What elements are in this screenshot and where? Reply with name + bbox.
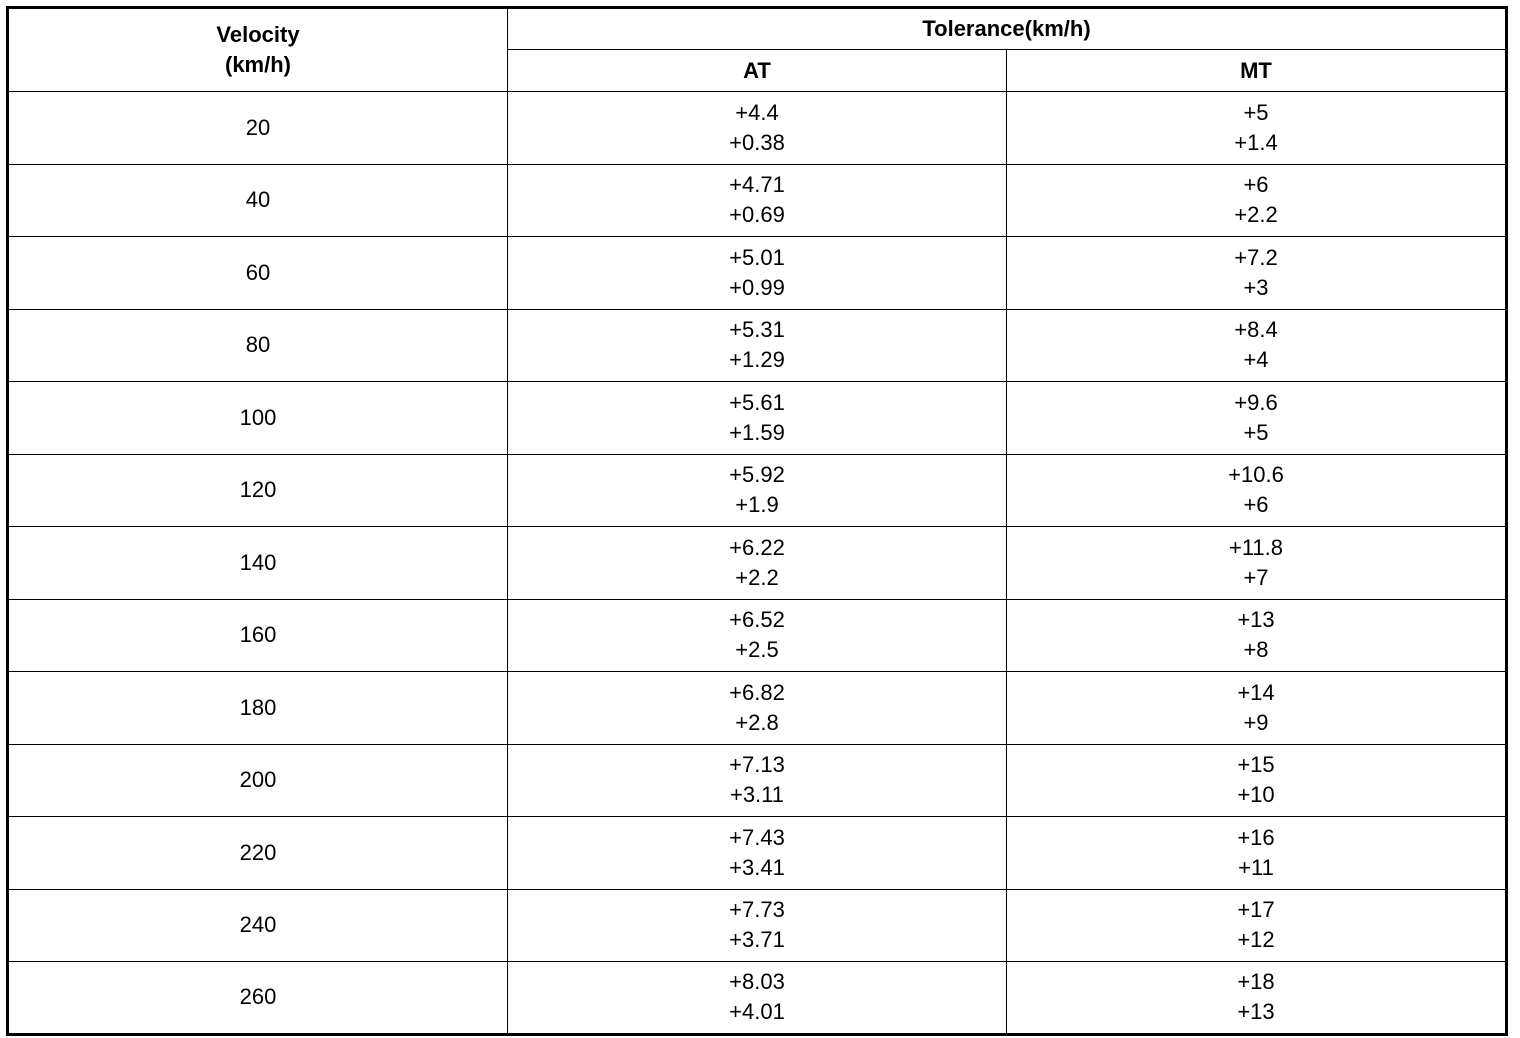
table-row <box>8 382 1507 455</box>
at-lower-value: +3.71 <box>729 927 785 953</box>
at-upper-value: +5.01 <box>729 244 785 270</box>
at-tolerance-cell <box>508 237 1007 310</box>
at-tolerance-cell <box>508 817 1007 890</box>
velocity-cell: 160 <box>8 599 508 672</box>
mt-tolerance-cell <box>1007 92 1507 165</box>
header-row-top <box>8 8 1507 50</box>
mt-tolerance-cell <box>1007 817 1507 890</box>
mt-lower-value: +2.2 <box>1234 202 1278 228</box>
table-row <box>8 237 1507 310</box>
at-tolerance-cell <box>508 889 1007 962</box>
velocity-cell: 40 <box>8 164 508 237</box>
at-tolerance-cell <box>508 382 1007 455</box>
mt-tolerance-cell <box>1007 599 1507 672</box>
at-lower-value: +2.2 <box>735 564 779 590</box>
at-lower-value: +3.11 <box>729 782 785 808</box>
mt-upper-value: +15 <box>1237 752 1275 778</box>
table-row <box>8 454 1507 527</box>
mt-lower-value: +3 <box>1243 274 1269 300</box>
mt-lower-value: +13 <box>1237 999 1275 1025</box>
at-tolerance-cell <box>508 454 1007 527</box>
mt-lower-value: +9 <box>1243 709 1269 735</box>
at-tolerance-cell <box>508 744 1007 817</box>
mt-upper-value: +17 <box>1237 897 1275 923</box>
mt-lower-value: +5 <box>1243 419 1269 445</box>
velocity-cell: 20 <box>8 92 508 165</box>
at-upper-value: +5.31 <box>729 317 785 343</box>
at-tolerance-cell <box>508 164 1007 237</box>
at-tolerance-cell <box>508 962 1007 1035</box>
table-row <box>8 599 1507 672</box>
at-upper-value: +4.71 <box>729 172 785 198</box>
velocity-cell: 200 <box>8 744 508 817</box>
at-tolerance-cell <box>508 92 1007 165</box>
at-upper-value: +5.61 <box>729 389 785 415</box>
at-upper-value: +4.4 <box>735 99 779 125</box>
at-lower-value: +2.5 <box>735 637 779 663</box>
at-lower-value: +4.01 <box>729 999 785 1025</box>
mt-upper-value: +14 <box>1237 679 1275 705</box>
at-lower-value: +0.69 <box>729 202 785 228</box>
mt-upper-value: +13 <box>1237 607 1275 633</box>
table-row <box>8 672 1507 745</box>
mt-tolerance-cell <box>1007 672 1507 745</box>
at-upper-value: +6.22 <box>729 534 785 560</box>
mt-tolerance-cell <box>1007 527 1507 600</box>
velocity-cell: 240 <box>8 889 508 962</box>
at-upper-value: +5.92 <box>729 462 785 488</box>
at-lower-value: +2.8 <box>735 709 779 735</box>
mt-lower-value: +7 <box>1243 564 1269 590</box>
table-header <box>8 8 1507 92</box>
at-upper-value: +7.73 <box>729 897 785 923</box>
at-header: AT <box>508 50 1007 92</box>
mt-lower-value: +4 <box>1243 347 1269 373</box>
mt-upper-value: +7.2 <box>1234 244 1278 270</box>
at-upper-value: +6.52 <box>729 607 785 633</box>
mt-upper-value: +5 <box>1243 99 1269 125</box>
mt-header: MT <box>1007 50 1507 92</box>
mt-tolerance-cell <box>1007 454 1507 527</box>
velocity-header-unit: (km/h) <box>225 52 291 77</box>
mt-tolerance-cell <box>1007 164 1507 237</box>
at-upper-value: +7.43 <box>729 824 785 850</box>
tolerance-header: Tolerance(km/h) <box>508 8 1507 50</box>
table-body <box>8 92 1507 1035</box>
mt-tolerance-cell <box>1007 309 1507 382</box>
table-row <box>8 92 1507 165</box>
at-lower-value: +1.9 <box>735 492 779 518</box>
velocity-cell: 220 <box>8 817 508 890</box>
mt-upper-value: +18 <box>1237 969 1275 995</box>
velocity-cell: 60 <box>8 237 508 310</box>
velocity-cell: 120 <box>8 454 508 527</box>
table-row <box>8 164 1507 237</box>
mt-lower-value: +1.4 <box>1234 129 1278 155</box>
at-tolerance-cell <box>508 309 1007 382</box>
mt-tolerance-cell <box>1007 962 1507 1035</box>
table-row <box>8 889 1507 962</box>
at-lower-value: +3.41 <box>729 854 785 880</box>
mt-upper-value: +16 <box>1237 824 1275 850</box>
mt-upper-value: +6 <box>1243 172 1269 198</box>
velocity-cell: 80 <box>8 309 508 382</box>
mt-lower-value: +6 <box>1243 492 1269 518</box>
velocity-tolerance-table <box>6 6 1508 1036</box>
mt-lower-value: +8 <box>1243 637 1269 663</box>
table-row <box>8 527 1507 600</box>
mt-upper-value: +9.6 <box>1234 389 1278 415</box>
at-upper-value: +7.13 <box>729 752 785 778</box>
table-row <box>8 817 1507 890</box>
at-lower-value: +1.59 <box>729 419 785 445</box>
mt-tolerance-cell <box>1007 382 1507 455</box>
mt-lower-value: +10 <box>1237 782 1275 808</box>
table-row <box>8 309 1507 382</box>
mt-upper-value: +10.6 <box>1228 462 1284 488</box>
at-upper-value: +6.82 <box>729 679 785 705</box>
velocity-header <box>8 8 508 92</box>
mt-tolerance-cell <box>1007 237 1507 310</box>
velocity-cell: 140 <box>8 527 508 600</box>
mt-tolerance-cell <box>1007 889 1507 962</box>
velocity-header-label: Velocity <box>216 22 300 47</box>
at-lower-value: +1.29 <box>729 347 785 373</box>
table-row <box>8 744 1507 817</box>
at-tolerance-cell <box>508 599 1007 672</box>
mt-lower-value: +11 <box>1238 854 1274 880</box>
at-lower-value: +0.38 <box>729 129 785 155</box>
velocity-cell: 100 <box>8 382 508 455</box>
at-tolerance-cell <box>508 672 1007 745</box>
mt-upper-value: +11.8 <box>1228 534 1284 560</box>
at-lower-value: +0.99 <box>729 274 785 300</box>
table-row <box>8 962 1507 1035</box>
mt-upper-value: +8.4 <box>1234 317 1278 343</box>
mt-lower-value: +12 <box>1237 927 1275 953</box>
mt-tolerance-cell <box>1007 744 1507 817</box>
at-tolerance-cell <box>508 527 1007 600</box>
velocity-cell: 260 <box>8 962 508 1035</box>
at-upper-value: +8.03 <box>729 969 785 995</box>
velocity-cell: 180 <box>8 672 508 745</box>
